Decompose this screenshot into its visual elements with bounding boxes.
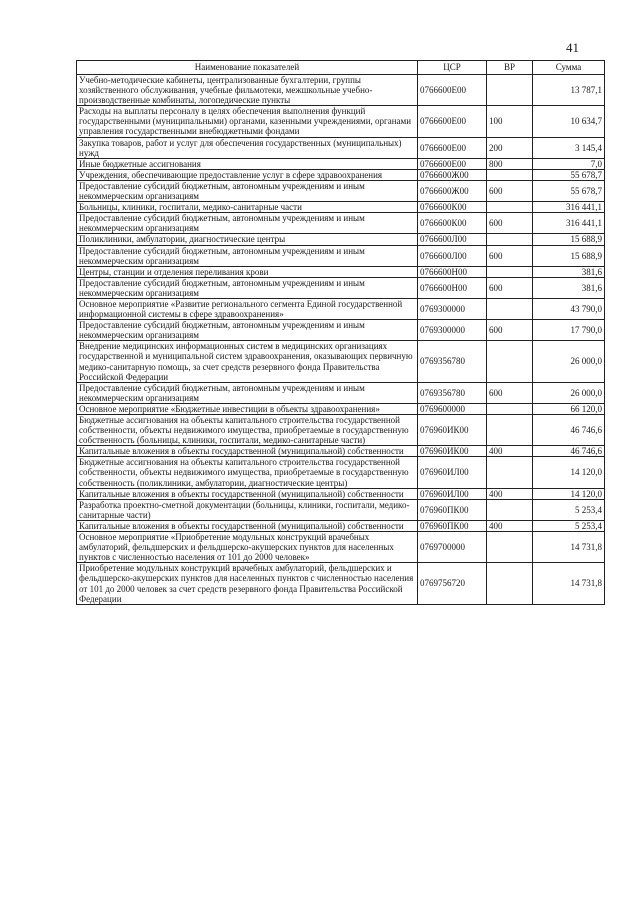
row-sum-cell: 381,6 xyxy=(533,277,605,298)
table-row xyxy=(77,382,605,403)
row-vr-cell xyxy=(487,202,533,213)
row-sum-cell: 55 678,7 xyxy=(533,169,605,180)
row-vr-cell xyxy=(487,563,533,604)
table-row xyxy=(77,520,605,531)
row-code-cell: 0766600Л00 xyxy=(418,245,487,266)
row-vr-cell: 600 xyxy=(487,213,533,234)
row-code-cell: 0766600Е00 xyxy=(418,106,487,137)
row-code-cell: 076960ИК00 xyxy=(418,415,487,446)
table-row xyxy=(77,499,605,520)
table-row xyxy=(77,341,605,382)
table-row xyxy=(77,488,605,499)
table-row xyxy=(77,180,605,201)
row-name-cell: Центры, станции и отделения переливания крови xyxy=(77,266,418,277)
row-code-cell: 076960ПК00 xyxy=(418,520,487,531)
row-sum-cell: 43 790,0 xyxy=(533,298,605,319)
row-vr-cell xyxy=(487,415,533,446)
row-vr-cell xyxy=(487,499,533,520)
table-row xyxy=(77,457,605,488)
row-sum-cell: 26 000,0 xyxy=(533,382,605,403)
row-vr-cell: 200 xyxy=(487,137,533,158)
row-vr-cell xyxy=(487,457,533,488)
row-name-cell: Предоставление субсидий бюджетным, автономным учреждениям и иным некоммерческим организациям xyxy=(77,213,418,234)
row-code-cell: 0766600Н00 xyxy=(418,266,487,277)
row-vr-cell: 400 xyxy=(487,520,533,531)
table-header-row xyxy=(77,61,605,75)
table-row xyxy=(77,320,605,341)
row-sum-cell: 17 790,0 xyxy=(533,320,605,341)
row-vr-cell xyxy=(487,532,533,563)
row-code-cell: 0769356780 xyxy=(418,341,487,382)
row-name-cell: Предоставление субсидий бюджетным, автономным учреждениям и иным некоммерческим организациям xyxy=(77,382,418,403)
header-code: ЦСР xyxy=(418,61,487,75)
row-sum-cell: 15 688,9 xyxy=(533,234,605,245)
row-vr-cell: 600 xyxy=(487,320,533,341)
row-sum-cell: 10 634,7 xyxy=(533,106,605,137)
table-row xyxy=(77,403,605,414)
row-sum-cell: 3 145,4 xyxy=(533,137,605,158)
table-row xyxy=(77,75,605,106)
row-vr-cell xyxy=(487,403,533,414)
row-name-cell: Поликлиники, амбулатории, диагностические центры xyxy=(77,234,418,245)
row-name-cell: Основное мероприятие «Приобретение модульных конструкций врачебных амбулаторий, фельдшерских и фельдшерско-акушерских пунктов для населенных пунктов с численностью населения от 101 до 2000 человек» xyxy=(77,532,418,563)
row-vr-cell xyxy=(487,169,533,180)
row-code-cell: 0766600Ж00 xyxy=(418,169,487,180)
table-row xyxy=(77,277,605,298)
row-name-cell: Капитальные вложения в объекты государственной (муниципальной) собственности xyxy=(77,446,418,457)
row-vr-cell: 400 xyxy=(487,446,533,457)
table-row xyxy=(77,169,605,180)
row-name-cell: Предоставление субсидий бюджетным, автономным учреждениям и иным некоммерческим организациям xyxy=(77,277,418,298)
row-code-cell: 0769300000 xyxy=(418,298,487,319)
table-row xyxy=(77,446,605,457)
row-sum-cell: 66 120,0 xyxy=(533,403,605,414)
row-sum-cell: 7,0 xyxy=(533,158,605,169)
row-name-cell: Основное мероприятие «Бюджетные инвестиции в объекты здравоохранения» xyxy=(77,403,418,414)
row-name-cell: Бюджетные ассигнования на объекты капитального строительства государственной собственности, объекты недвижимого имущества, приобретаемые в государственную собственность (больницы, клиники, госпитали, медико-санитарные части) xyxy=(77,415,418,446)
row-code-cell: 0766600Е00 xyxy=(418,158,487,169)
row-code-cell: 0766600К00 xyxy=(418,213,487,234)
row-vr-cell: 100 xyxy=(487,106,533,137)
row-code-cell: 0769700000 xyxy=(418,532,487,563)
row-name-cell: Предоставление субсидий бюджетным, автономным учреждениям и иным некоммерческим организациям xyxy=(77,245,418,266)
row-name-cell: Разработка проектно-сметной документации (больницы, клиники, госпитали, медико-санитарные части) xyxy=(77,499,418,520)
row-sum-cell: 381,6 xyxy=(533,266,605,277)
row-code-cell: 076960ИЛ00 xyxy=(418,488,487,499)
row-sum-cell: 46 746,6 xyxy=(533,415,605,446)
page-number: 41 xyxy=(566,40,579,55)
row-name-cell: Основное мероприятие «Развитие регионального сегмента Единой государственной информационной системы в сфере здравоохранения» xyxy=(77,298,418,319)
row-name-cell: Предоставление субсидий бюджетным, автономным учреждениям и иным некоммерческим организациям xyxy=(77,320,418,341)
table-row xyxy=(77,137,605,158)
table-row xyxy=(77,213,605,234)
row-sum-cell: 5 253,4 xyxy=(533,499,605,520)
row-name-cell: Бюджетные ассигнования на объекты капитального строительства государственной собственности, объекты недвижимого имущества, приобретаемые в государственную собственность (поликлиники, амбулатории, диагностические центры) xyxy=(77,457,418,488)
row-code-cell: 076960ПК00 xyxy=(418,499,487,520)
table-row xyxy=(77,266,605,277)
row-code-cell: 0766600Е00 xyxy=(418,75,487,106)
row-code-cell: 0769756720 xyxy=(418,563,487,604)
row-vr-cell: 600 xyxy=(487,180,533,201)
row-name-cell: Учреждения, обеспечивающие предоставление услуг в сфере здравоохранения xyxy=(77,169,418,180)
row-vr-cell xyxy=(487,266,533,277)
table-row xyxy=(77,563,605,604)
table-row xyxy=(77,415,605,446)
row-name-cell: Предоставление субсидий бюджетным, автономным учреждениям и иным некоммерческим организациям xyxy=(77,180,418,201)
row-name-cell: Закупка товаров, работ и услуг для обеспечения государственных (муниципальных) нужд xyxy=(77,137,418,158)
row-name-cell: Капитальные вложения в объекты государственной (муниципальной) собственности xyxy=(77,488,418,499)
header-vr: ВР xyxy=(487,61,533,75)
row-sum-cell: 55 678,7 xyxy=(533,180,605,201)
header-name: Наименование показателей xyxy=(77,61,418,75)
table-row xyxy=(77,158,605,169)
row-code-cell: 0769600000 xyxy=(418,403,487,414)
row-vr-cell: 400 xyxy=(487,488,533,499)
row-sum-cell: 316 441,1 xyxy=(533,202,605,213)
row-code-cell: 0769356780 xyxy=(418,382,487,403)
table-row xyxy=(77,532,605,563)
row-sum-cell: 15 688,9 xyxy=(533,245,605,266)
table-row xyxy=(77,298,605,319)
row-vr-cell xyxy=(487,341,533,382)
row-code-cell: 0766600Н00 xyxy=(418,277,487,298)
row-sum-cell: 14 120,0 xyxy=(533,488,605,499)
row-sum-cell: 14 120,0 xyxy=(533,457,605,488)
row-vr-cell xyxy=(487,298,533,319)
row-sum-cell: 14 731,8 xyxy=(533,563,605,604)
table-row xyxy=(77,234,605,245)
table-row xyxy=(77,202,605,213)
header-sum: Сумма xyxy=(533,61,605,75)
row-name-cell: Иные бюджетные ассигнования xyxy=(77,158,418,169)
row-name-cell: Больницы, клиники, госпитали, медико-санитарные части xyxy=(77,202,418,213)
row-vr-cell xyxy=(487,234,533,245)
row-code-cell: 0769300000 xyxy=(418,320,487,341)
row-sum-cell: 13 787,1 xyxy=(533,75,605,106)
table-row xyxy=(77,106,605,137)
row-sum-cell: 5 253,4 xyxy=(533,520,605,531)
row-vr-cell: 800 xyxy=(487,158,533,169)
row-sum-cell: 14 731,8 xyxy=(533,532,605,563)
row-vr-cell xyxy=(487,75,533,106)
row-vr-cell: 600 xyxy=(487,277,533,298)
row-sum-cell: 26 000,0 xyxy=(533,341,605,382)
row-code-cell: 0766600Ж00 xyxy=(418,180,487,201)
row-name-cell: Внедрение медицинских информационных систем в медицинских организациях государственной и муниципальной систем здравоохранения, оказывающих первичную медико-санитарную помощь, за счет средств резервного фонда Правительства Российской Федерации xyxy=(77,341,418,382)
row-name-cell: Учебно-методические кабинеты, централизованные бухгалтерии, группы хозяйственного обслуживания, учебные фильмотеки, межшкольные учебно-производственные комбинаты, логопедические пункты xyxy=(77,75,418,106)
row-name-cell: Приобретение модульных конструкций врачебных амбулаторий, фельдшерских и фельдшерско-акушерских пунктов для населенных пунктов с численностью населения от 101 до 2000 человек за счет средств резервного фонда Правительства Российской Федерации xyxy=(77,563,418,604)
row-code-cell: 0766600К00 xyxy=(418,202,487,213)
budget-table xyxy=(76,60,605,605)
row-code-cell: 0766600Л00 xyxy=(418,234,487,245)
row-name-cell: Капитальные вложения в объекты государственной (муниципальной) собственности xyxy=(77,520,418,531)
row-vr-cell: 600 xyxy=(487,245,533,266)
row-vr-cell: 600 xyxy=(487,382,533,403)
table-row xyxy=(77,245,605,266)
row-sum-cell: 316 441,1 xyxy=(533,213,605,234)
row-code-cell: 0766600Е00 xyxy=(418,137,487,158)
row-name-cell: Расходы на выплаты персоналу в целях обеспечения выполнения функций государственными (муниципальными) органами, казенными учреждениями, органами управления государственными внебюджетными фондами xyxy=(77,106,418,137)
row-code-cell: 076960ИК00 xyxy=(418,446,487,457)
row-code-cell: 076960ИЛ00 xyxy=(418,457,487,488)
table-body xyxy=(77,75,605,605)
row-sum-cell: 46 746,6 xyxy=(533,446,605,457)
